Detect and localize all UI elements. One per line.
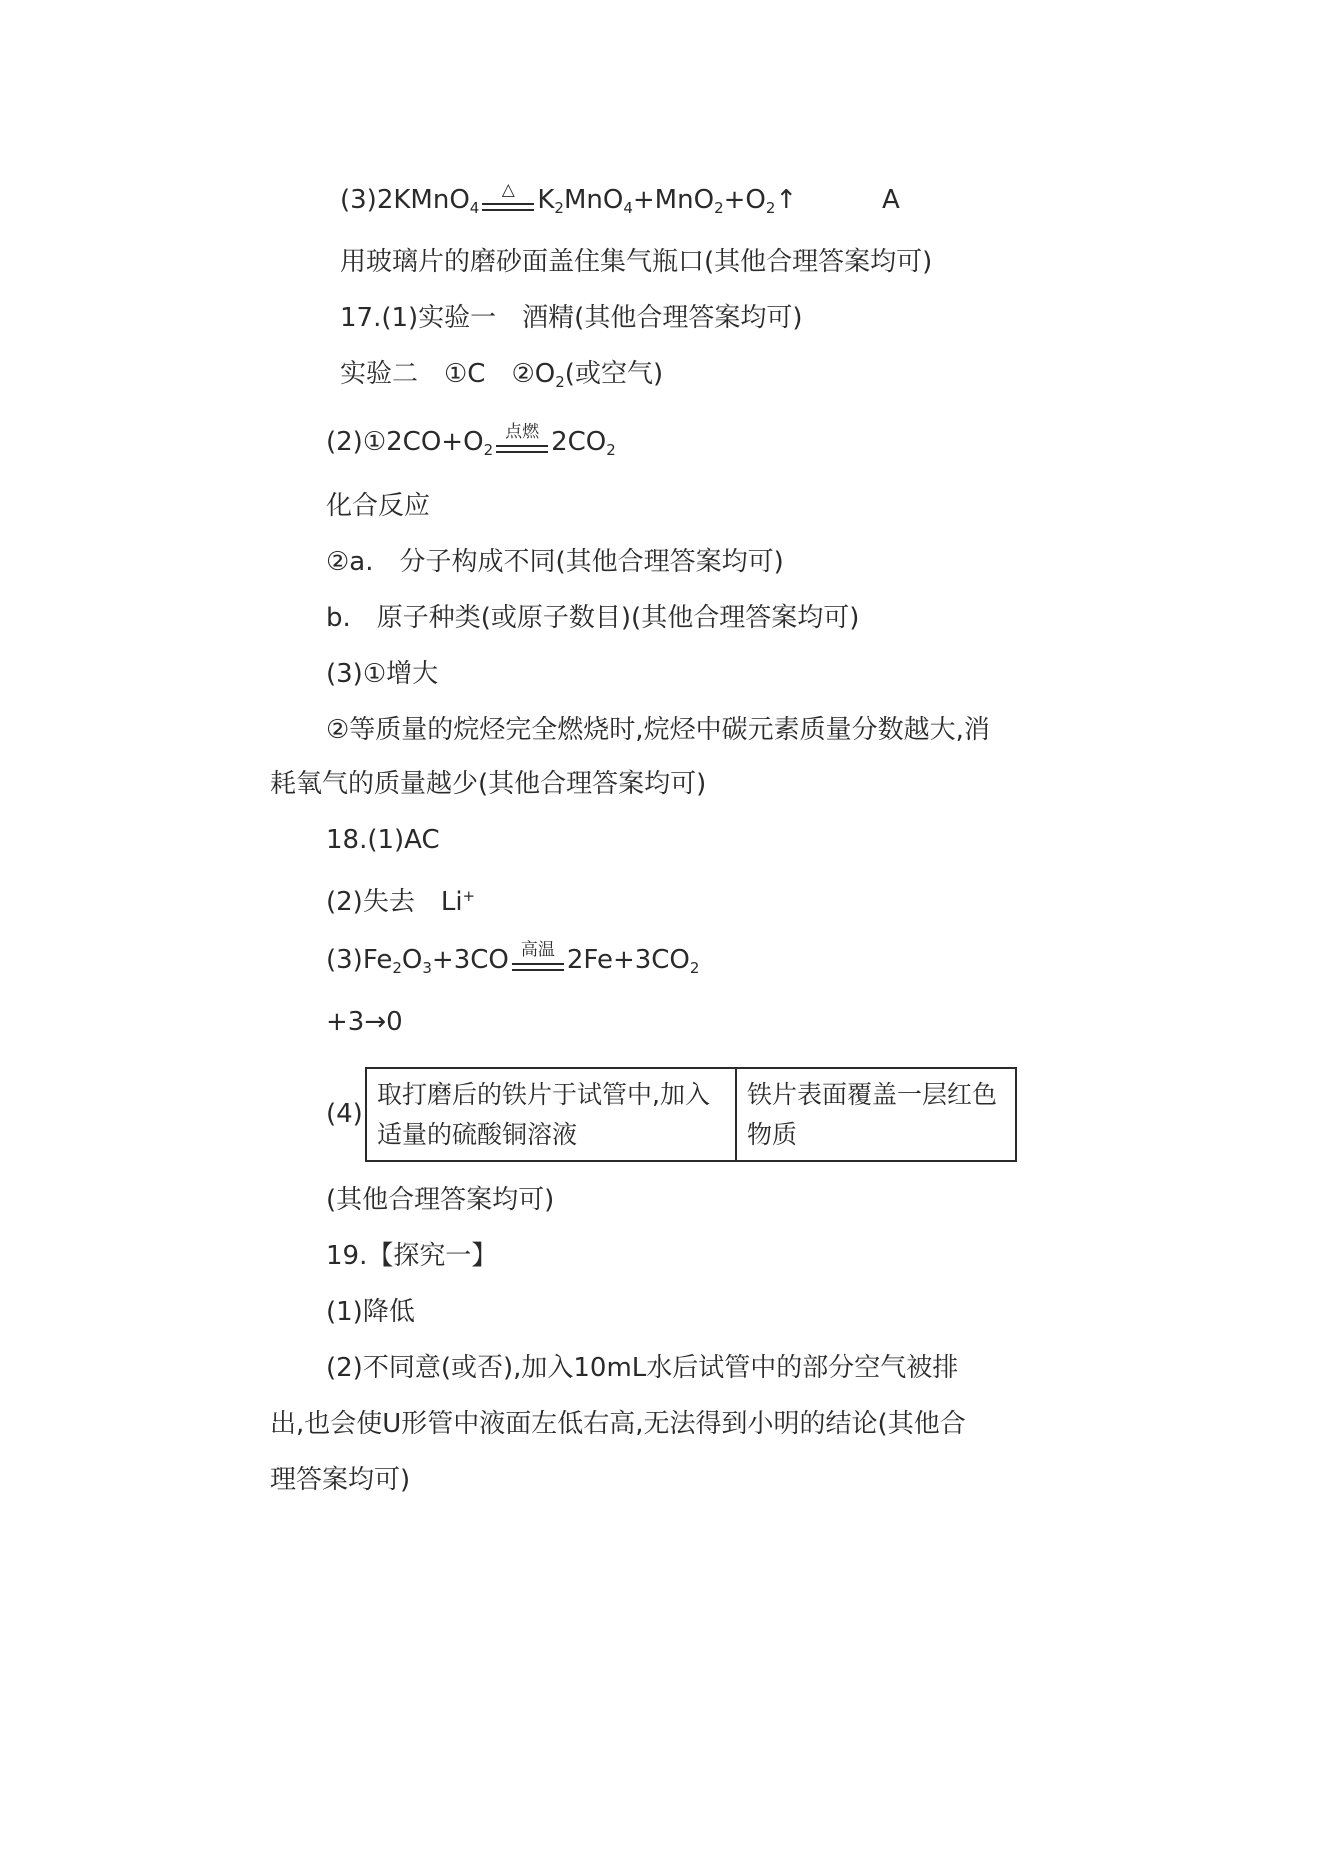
high-temp-condition: 高温 (512, 943, 564, 977)
text-line: 出,也会使U形管中液面左低右高,无法得到小明的结论(其他合 (270, 1409, 966, 1439)
answer-table (365, 1067, 1017, 1162)
part-4-label: (4) (326, 1099, 363, 1129)
text-line: b. 原子种类(或原子数目)(其他合理答案均可) (326, 603, 860, 633)
answer-a: A (882, 185, 900, 215)
valence-change: +3→0 (326, 1007, 403, 1037)
text-line: (2)不同意(或否),加入10mL水后试管中的部分空气被排 (326, 1353, 959, 1383)
text-line: 化合反应 (326, 491, 431, 521)
equation-iron-oxide: $(3)Fe_2O_3+3CO$ 高温 $2Fe+3CO_2$ (326, 940, 700, 977)
text-line: ②等质量的烷烃完全燃烧时,烷烃中碳元素质量分数越大,消 (326, 715, 990, 745)
experiment-two: 实验二 ①C $②O_2$(或空气) (340, 359, 664, 391)
text-line: 理答案均可) (270, 1465, 411, 1495)
text-line: (1)降低 (326, 1297, 415, 1327)
text-line: 耗氧气的质量越少(其他合理答案均可) (270, 769, 707, 799)
text-line: (3)①增大 (326, 659, 439, 689)
lithium-ion-line: (2)失去 Li+ (326, 887, 476, 917)
text-line: ②a. 分子构成不同(其他合理答案均可) (326, 547, 784, 577)
table-row (366, 1068, 1016, 1161)
table-cell-observation: 铁片表面覆盖一层红色物质 (736, 1068, 1016, 1161)
question-19-heading: 19.【探究一】 (326, 1241, 498, 1271)
text-line: 用玻璃片的磨砂面盖住集气瓶口(其他合理答案均可) (340, 247, 933, 277)
table-cell-procedure: 取打磨后的铁片于试管中,加入适量的硫酸铜溶液 (366, 1068, 736, 1161)
question-18-heading: 18.(1)AC (326, 825, 440, 855)
text-line: (其他合理答案均可) (326, 1185, 555, 1215)
equation-co-combustion: $(2)①2CO+O_2$ 点燃 $2CO_2$ (326, 422, 616, 459)
ignite-condition: 点燃 (496, 425, 548, 459)
heat-condition: △ (482, 183, 534, 217)
equation-kmno4: (3)2KMnO$_4$ △ $K_2MnO_4+MnO_2+O_2↑$ (340, 180, 798, 217)
question-17-heading: 17.(1)实验一 酒精(其他合理答案均可) (340, 303, 803, 333)
